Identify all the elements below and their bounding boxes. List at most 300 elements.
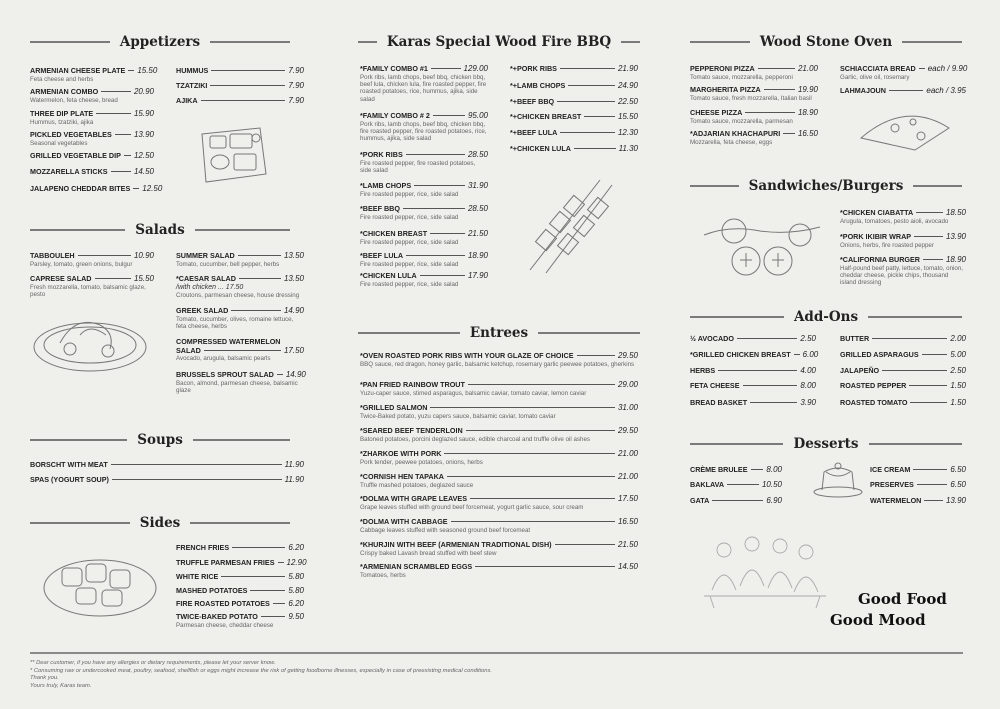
item-description: Fire roasted pepper, rice, side salad xyxy=(360,280,459,288)
item-description: Fire roasted pepper, rice, side salad xyxy=(360,190,459,198)
item-row xyxy=(360,381,638,390)
item-price: 6.20 xyxy=(288,543,304,552)
item-price: 24.90 xyxy=(617,81,638,90)
pizza-slice-illustration xyxy=(855,98,955,154)
item-price: 15.50 xyxy=(133,274,154,283)
leader-dots xyxy=(232,547,285,548)
section-header-sandwiches: Sandwiches/Burgers xyxy=(690,178,962,194)
item-row xyxy=(30,88,154,97)
ravioli-plate-illustration xyxy=(40,540,160,620)
item-row xyxy=(176,67,304,76)
item-description: Fire roasted pepper, rice, side salad xyxy=(360,238,459,246)
item-name: ARMENIAN CHEESE PLATE xyxy=(30,66,126,75)
item-row xyxy=(176,600,304,609)
menu-item xyxy=(840,209,966,225)
item-row xyxy=(176,544,304,553)
item-name: FIRE ROASTED POTATOES xyxy=(176,599,270,608)
item-description: Fire roasted pepper, rice, side salad xyxy=(360,260,459,268)
item-row xyxy=(360,352,638,361)
item-price: 6.50 xyxy=(950,465,966,474)
leader-dots xyxy=(430,407,614,408)
leader-dots xyxy=(204,350,281,351)
leader-dots xyxy=(278,562,284,563)
leader-dots xyxy=(466,430,615,431)
item-row xyxy=(840,335,966,344)
item-name: BAKLAVA xyxy=(690,480,725,489)
item-name: GRILLED ASPARAGUS xyxy=(840,350,919,359)
item-row xyxy=(30,110,154,119)
item-description: Parmesan cheese, cheddar cheese xyxy=(176,621,274,629)
item-price: 5.00 xyxy=(950,350,966,359)
item-price: 6.00 xyxy=(802,350,819,359)
item-name: COMPRESSED WATERMELON xyxy=(176,337,281,346)
menu-item xyxy=(176,338,304,362)
leader-dots xyxy=(743,385,798,386)
item-row xyxy=(176,347,304,356)
item-row xyxy=(360,112,488,121)
menu-item xyxy=(360,541,638,557)
section-header-addons: Add-Ons xyxy=(690,309,962,325)
menu-item xyxy=(690,109,818,125)
item-price: 14.90 xyxy=(285,370,306,379)
menu-item xyxy=(360,352,638,368)
menu-item xyxy=(176,573,304,582)
item-price: 14.90 xyxy=(283,306,304,315)
footer-line-3: Thank you. xyxy=(30,675,59,681)
item-row xyxy=(870,481,966,490)
item-row xyxy=(30,476,304,485)
item-name: HUMMUS xyxy=(176,66,209,75)
item-name: GREEK SALAD xyxy=(176,306,229,315)
leader-dots xyxy=(406,154,465,155)
leader-dots xyxy=(221,576,285,577)
item-row xyxy=(360,65,488,74)
menu-item xyxy=(360,65,488,103)
item-name: SALAD xyxy=(176,345,201,355)
item-description: Yuzu-caper sauce, stimed asparagus, balsamic caviar, tomato caviar, lemon caviar xyxy=(360,389,587,397)
item-row xyxy=(510,98,638,107)
menu-item xyxy=(30,476,304,485)
item-price: 9.50 xyxy=(288,612,304,621)
item-row xyxy=(360,427,638,436)
item-row xyxy=(360,252,488,261)
menu-item xyxy=(690,399,816,408)
item-name: SUMMER SALAD xyxy=(176,251,235,260)
leader-dots xyxy=(414,185,465,186)
item-row xyxy=(176,371,304,380)
menu-item xyxy=(690,382,816,391)
item-name: *BEEF BBQ xyxy=(360,204,400,213)
item-name: TABBOULEH xyxy=(30,251,75,260)
leader-dots xyxy=(433,115,465,116)
item-price: 13.50 xyxy=(283,251,304,260)
item-row xyxy=(360,272,488,281)
item-row xyxy=(840,399,966,408)
section-header-sides: Sides xyxy=(30,515,290,531)
item-description: Batoned potatoes, porcini deglazed sauce, edible charcoal and truffle olive oil ashes xyxy=(360,435,591,443)
item-name: WHITE RICE xyxy=(176,572,219,581)
item-name: TWICE-BAKED POTATO xyxy=(176,612,258,621)
item-description: Fresh mozzarella, tomato, balsamic glaze, pesto xyxy=(30,283,146,298)
item-row xyxy=(690,109,818,118)
item-description: Parsley, tomato, green onions, bulgur xyxy=(30,260,133,268)
item-price: 19.90 xyxy=(797,85,818,94)
leader-dots xyxy=(745,112,795,113)
menu-item xyxy=(30,168,154,177)
menu-item xyxy=(30,184,163,194)
item-price: 18.90 xyxy=(467,251,488,260)
item-price: 17.50 xyxy=(283,345,304,355)
item-name: ½ AVOCADO xyxy=(690,334,734,343)
menu-item xyxy=(690,335,816,344)
item-name: *+CHICKEN LULA xyxy=(510,144,571,153)
item-description: Tomatoes, herbs xyxy=(360,571,406,579)
section-header-appetizers: Appetizers xyxy=(30,34,290,50)
item-name: *LAMB CHOPS xyxy=(360,181,412,190)
item-price: 21.50 xyxy=(467,229,488,238)
item-price: 21.90 xyxy=(617,64,638,73)
item-name: MASHED POTATOES xyxy=(176,586,248,595)
leader-dots xyxy=(201,100,286,101)
item-row xyxy=(176,275,304,284)
leader-dots xyxy=(211,70,285,71)
item-price: 12.50 xyxy=(133,151,154,160)
item-price: 31.90 xyxy=(467,181,488,190)
item-price: 29.50 xyxy=(617,426,638,435)
item-name: TRUFFLE PARMESAN FRIES xyxy=(176,558,275,567)
item-description: Fire roasted pepper, rice, side salad xyxy=(360,213,459,221)
menu-item xyxy=(510,98,638,107)
menu-item xyxy=(30,461,304,470)
leader-dots xyxy=(124,155,131,156)
leader-dots xyxy=(913,469,947,470)
leader-dots xyxy=(430,233,465,234)
item-row xyxy=(690,399,816,408)
menu-item xyxy=(690,65,818,81)
item-name: *ZHARKOE WITH PORK xyxy=(360,449,442,458)
leader-dots xyxy=(239,278,281,279)
item-row xyxy=(176,97,304,106)
item-row xyxy=(690,86,818,95)
section-header-oven: Wood Stone Oven xyxy=(690,34,962,50)
item-name: *PAN FRIED RAINBOW TROUT xyxy=(360,380,465,389)
leader-dots xyxy=(431,68,461,69)
item-row xyxy=(360,495,638,504)
item-row xyxy=(840,65,966,74)
item-row xyxy=(840,87,966,96)
menu-item xyxy=(30,252,154,268)
menu-item xyxy=(360,563,638,579)
item-name: *BEEF LULA xyxy=(360,251,404,260)
item-name: *ADJARIAN KHACHAPURI xyxy=(690,129,781,138)
item-description: Tomato, cucumber, bell pepper, herbs xyxy=(176,260,280,268)
item-name: SPAS (YOGURT SOUP) xyxy=(30,475,109,484)
leader-dots xyxy=(910,402,947,403)
menu-item xyxy=(510,82,638,91)
item-row xyxy=(690,382,816,391)
item-row xyxy=(176,252,304,261)
leader-dots xyxy=(914,236,943,237)
item-row xyxy=(510,145,638,154)
item-price: 2.50 xyxy=(800,334,816,343)
menu-item xyxy=(510,65,638,74)
menu-item xyxy=(360,272,488,288)
item-description: Tomato sauce, fresh mozzarella, Italian basil xyxy=(690,94,812,102)
item-row xyxy=(510,82,638,91)
item-row xyxy=(510,65,638,74)
item-name: *KHURJIN WITH BEEF (ARMENIAN TRADITIONAL DISH) xyxy=(360,540,552,549)
item-row xyxy=(690,130,818,139)
leader-dots xyxy=(555,544,615,545)
item-row xyxy=(176,573,304,582)
menu-item xyxy=(360,205,488,221)
item-name: ICE CREAM xyxy=(870,465,911,474)
item-price: 28.50 xyxy=(467,150,488,159)
item-name: JALAPENO CHEDDAR BITES xyxy=(30,184,131,193)
footer-line-1: ** Dear customer, if you have any allergies or dietary requirements, please let your server know. xyxy=(30,660,276,666)
leader-dots xyxy=(577,355,615,356)
item-name: CRÈME BRULEE xyxy=(690,465,748,474)
leader-dots xyxy=(406,255,465,256)
leader-dots xyxy=(557,101,615,102)
item-price: each / 9.90 xyxy=(927,64,968,73)
item-price: 21.50 xyxy=(617,540,638,549)
item-price: 16.50 xyxy=(797,129,818,138)
menu-item xyxy=(176,558,307,568)
item-row xyxy=(360,182,488,191)
item-price: 13.50 xyxy=(283,274,304,283)
item-row xyxy=(176,307,304,316)
item-name: GATA xyxy=(690,496,710,505)
menu-item xyxy=(840,335,966,344)
item-description: Seasonal vegetables xyxy=(30,139,88,147)
menu-item xyxy=(176,307,304,330)
item-price: 12.50 xyxy=(142,184,163,193)
menu-item xyxy=(690,367,816,376)
leader-dots xyxy=(783,133,795,134)
item-price: 18.90 xyxy=(945,255,966,264)
leader-dots xyxy=(917,484,948,485)
item-name: PRESERVES xyxy=(870,480,914,489)
item-name: HERBS xyxy=(690,366,716,375)
item-name: *GRILLED SALMON xyxy=(360,403,428,412)
leader-dots xyxy=(111,171,131,172)
item-name: *+BEEF BBQ xyxy=(510,97,555,106)
item-name: *DOLMA WITH GRAPE LEAVES xyxy=(360,494,468,503)
item-price: 95.00 xyxy=(467,111,488,120)
item-price: 17.90 xyxy=(467,271,488,280)
item-price: 5.80 xyxy=(288,572,304,581)
item-row xyxy=(30,275,154,284)
leader-dots xyxy=(924,500,943,501)
appetizer-board-illustration xyxy=(196,122,272,188)
item-row xyxy=(870,497,966,506)
item-name: *CHICKEN LULA xyxy=(360,271,417,280)
item-price: 17.50 xyxy=(617,494,638,503)
menu-item xyxy=(176,97,304,106)
item-row xyxy=(360,205,488,214)
leader-dots xyxy=(889,90,923,91)
menu-item xyxy=(690,86,818,102)
menu-item xyxy=(30,152,154,161)
leader-dots xyxy=(727,484,759,485)
item-row xyxy=(840,256,966,265)
item-row xyxy=(30,152,154,161)
item-row xyxy=(840,382,966,391)
menu-item xyxy=(690,497,782,506)
item-row xyxy=(690,65,818,74)
item-price: 22.50 xyxy=(617,97,638,106)
item-name: FRENCH FRIES xyxy=(176,543,230,552)
item-price: 10.50 xyxy=(761,480,782,489)
item-price: 29.50 xyxy=(617,351,638,360)
leader-dots xyxy=(882,370,947,371)
menu-item xyxy=(840,65,966,81)
item-description: Twice-Baked potato, yuzu capers sauce, balsamic caviar, tomato caviar xyxy=(360,412,556,420)
leader-dots xyxy=(115,134,131,135)
item-price: 14.50 xyxy=(617,562,638,571)
leader-dots xyxy=(133,188,139,189)
leader-dots xyxy=(919,68,925,69)
section-header-entrees: Entrees xyxy=(358,325,640,341)
menu-item xyxy=(510,145,638,154)
leader-dots xyxy=(95,278,131,279)
item-price: 13.90 xyxy=(133,130,154,139)
item-name: GRILLED VEGETABLE DIP xyxy=(30,151,121,160)
menu-item xyxy=(176,82,304,91)
item-name: *GRILLED CHICKEN BREAST xyxy=(690,350,791,359)
item-price: 3.90 xyxy=(800,398,816,407)
leader-dots xyxy=(447,476,615,477)
item-description: Truffle mashed potatoes, deglazed sauce xyxy=(360,481,474,489)
item-row xyxy=(30,461,304,470)
item-price: 11.90 xyxy=(284,475,304,484)
item-description: Half-pound beef patty, lettuce, tomato, onion, cheddar cheese, pickle chips, thousand island dressing xyxy=(840,264,964,287)
leader-dots xyxy=(273,603,286,604)
item-name: *+LAMB CHOPS xyxy=(510,81,566,90)
menu-item xyxy=(360,151,488,174)
item-price: 5.80 xyxy=(288,586,304,595)
item-price: 21.00 xyxy=(617,472,638,481)
leader-dots xyxy=(560,132,615,133)
menu-item xyxy=(360,381,638,397)
leader-dots xyxy=(909,385,947,386)
item-price: 129.00 xyxy=(463,64,488,73)
slogan-line-2: Good Mood xyxy=(830,611,926,629)
item-price: 8.00 xyxy=(766,465,782,474)
item-price: 2.00 xyxy=(950,334,966,343)
menu-item xyxy=(360,230,488,246)
item-price: 7.90 xyxy=(288,81,304,90)
leader-dots xyxy=(96,113,131,114)
item-price: 13.90 xyxy=(945,232,966,241)
item-price: 13.90 xyxy=(945,496,966,505)
item-price: 11.90 xyxy=(284,460,304,469)
item-name: *FAMILY COMBO # 2 xyxy=(360,111,430,120)
menu-item xyxy=(690,350,819,360)
item-name: CAPRESE SALAD xyxy=(30,274,92,283)
item-price: 20.90 xyxy=(133,87,154,96)
menu-item xyxy=(840,399,966,408)
footer-divider xyxy=(30,652,963,654)
item-name: BORSCHT WITH MEAT xyxy=(30,460,108,469)
item-row xyxy=(360,518,638,527)
menu-item xyxy=(360,450,638,466)
leader-dots xyxy=(468,384,615,385)
leader-dots xyxy=(475,566,615,567)
slogan-line-1: Good Food xyxy=(858,590,947,608)
menu-item xyxy=(690,130,818,146)
item-name: AJIKA xyxy=(176,96,198,105)
item-price: 2.50 xyxy=(950,366,966,375)
item-name: *CALIFORNIA BURGER xyxy=(840,255,920,264)
leader-dots xyxy=(922,354,948,355)
menu-item xyxy=(176,544,304,553)
leader-dots xyxy=(794,354,800,355)
item-description: Tomato sauce, mozzarella, parmesan xyxy=(690,117,793,125)
item-price: 12.90 xyxy=(286,558,307,567)
leader-dots xyxy=(764,89,795,90)
menu-item xyxy=(30,88,154,104)
leader-dots xyxy=(750,402,797,403)
menu-item xyxy=(840,233,966,249)
item-row xyxy=(510,113,638,122)
footer-notes xyxy=(30,660,492,690)
item-description: Tomato sauce, mozzarella, pepperoni xyxy=(690,73,793,81)
item-price: 28.50 xyxy=(467,204,488,213)
leader-dots xyxy=(751,469,764,470)
menu-item xyxy=(176,67,304,76)
leader-dots xyxy=(872,338,947,339)
item-price: 10.90 xyxy=(133,251,154,260)
item-price: 1.50 xyxy=(950,398,966,407)
item-row xyxy=(360,404,638,413)
item-row xyxy=(690,481,782,490)
item-price: 15.90 xyxy=(133,109,154,118)
menu-item xyxy=(176,587,304,596)
item-price: 29.00 xyxy=(617,380,638,389)
item-row xyxy=(30,66,158,76)
dessert-cake-illustration xyxy=(810,458,866,498)
item-row xyxy=(176,558,307,568)
item-row xyxy=(840,351,966,360)
item-row xyxy=(360,230,488,239)
item-description: Tomato, cucumber, olives, romaine lettuce, feta cheese, herbs xyxy=(176,315,294,330)
item-row xyxy=(360,450,638,459)
leader-dots xyxy=(444,453,615,454)
item-description: Croutons, parmesan cheese, house dressing xyxy=(176,292,300,299)
item-name: BRUSSELS SPROUT SALAD xyxy=(176,370,274,379)
item-row xyxy=(176,613,304,622)
leader-dots xyxy=(111,464,282,465)
item-row xyxy=(360,563,638,572)
item-price: 15.50 xyxy=(617,112,638,121)
leader-dots xyxy=(712,500,763,501)
item-price: 14.50 xyxy=(133,167,154,176)
item-description: Feta cheese and herbs xyxy=(30,75,94,83)
item-name: *+BEEF LULA xyxy=(510,128,558,137)
item-name: *SEARED BEEF TENDERLOIN xyxy=(360,426,463,435)
item-name: ARMENIAN COMBO xyxy=(30,87,99,96)
item-price: 16.50 xyxy=(617,517,638,526)
leader-dots xyxy=(451,521,615,522)
item-name: LAHMAJOUN xyxy=(840,86,886,95)
item-price: 31.00 xyxy=(617,403,638,412)
item-name: *+PORK RIBS xyxy=(510,64,557,73)
item-name: *PORK IKIBIR WRAP xyxy=(840,232,912,241)
leader-dots xyxy=(238,255,281,256)
leader-dots xyxy=(420,275,465,276)
